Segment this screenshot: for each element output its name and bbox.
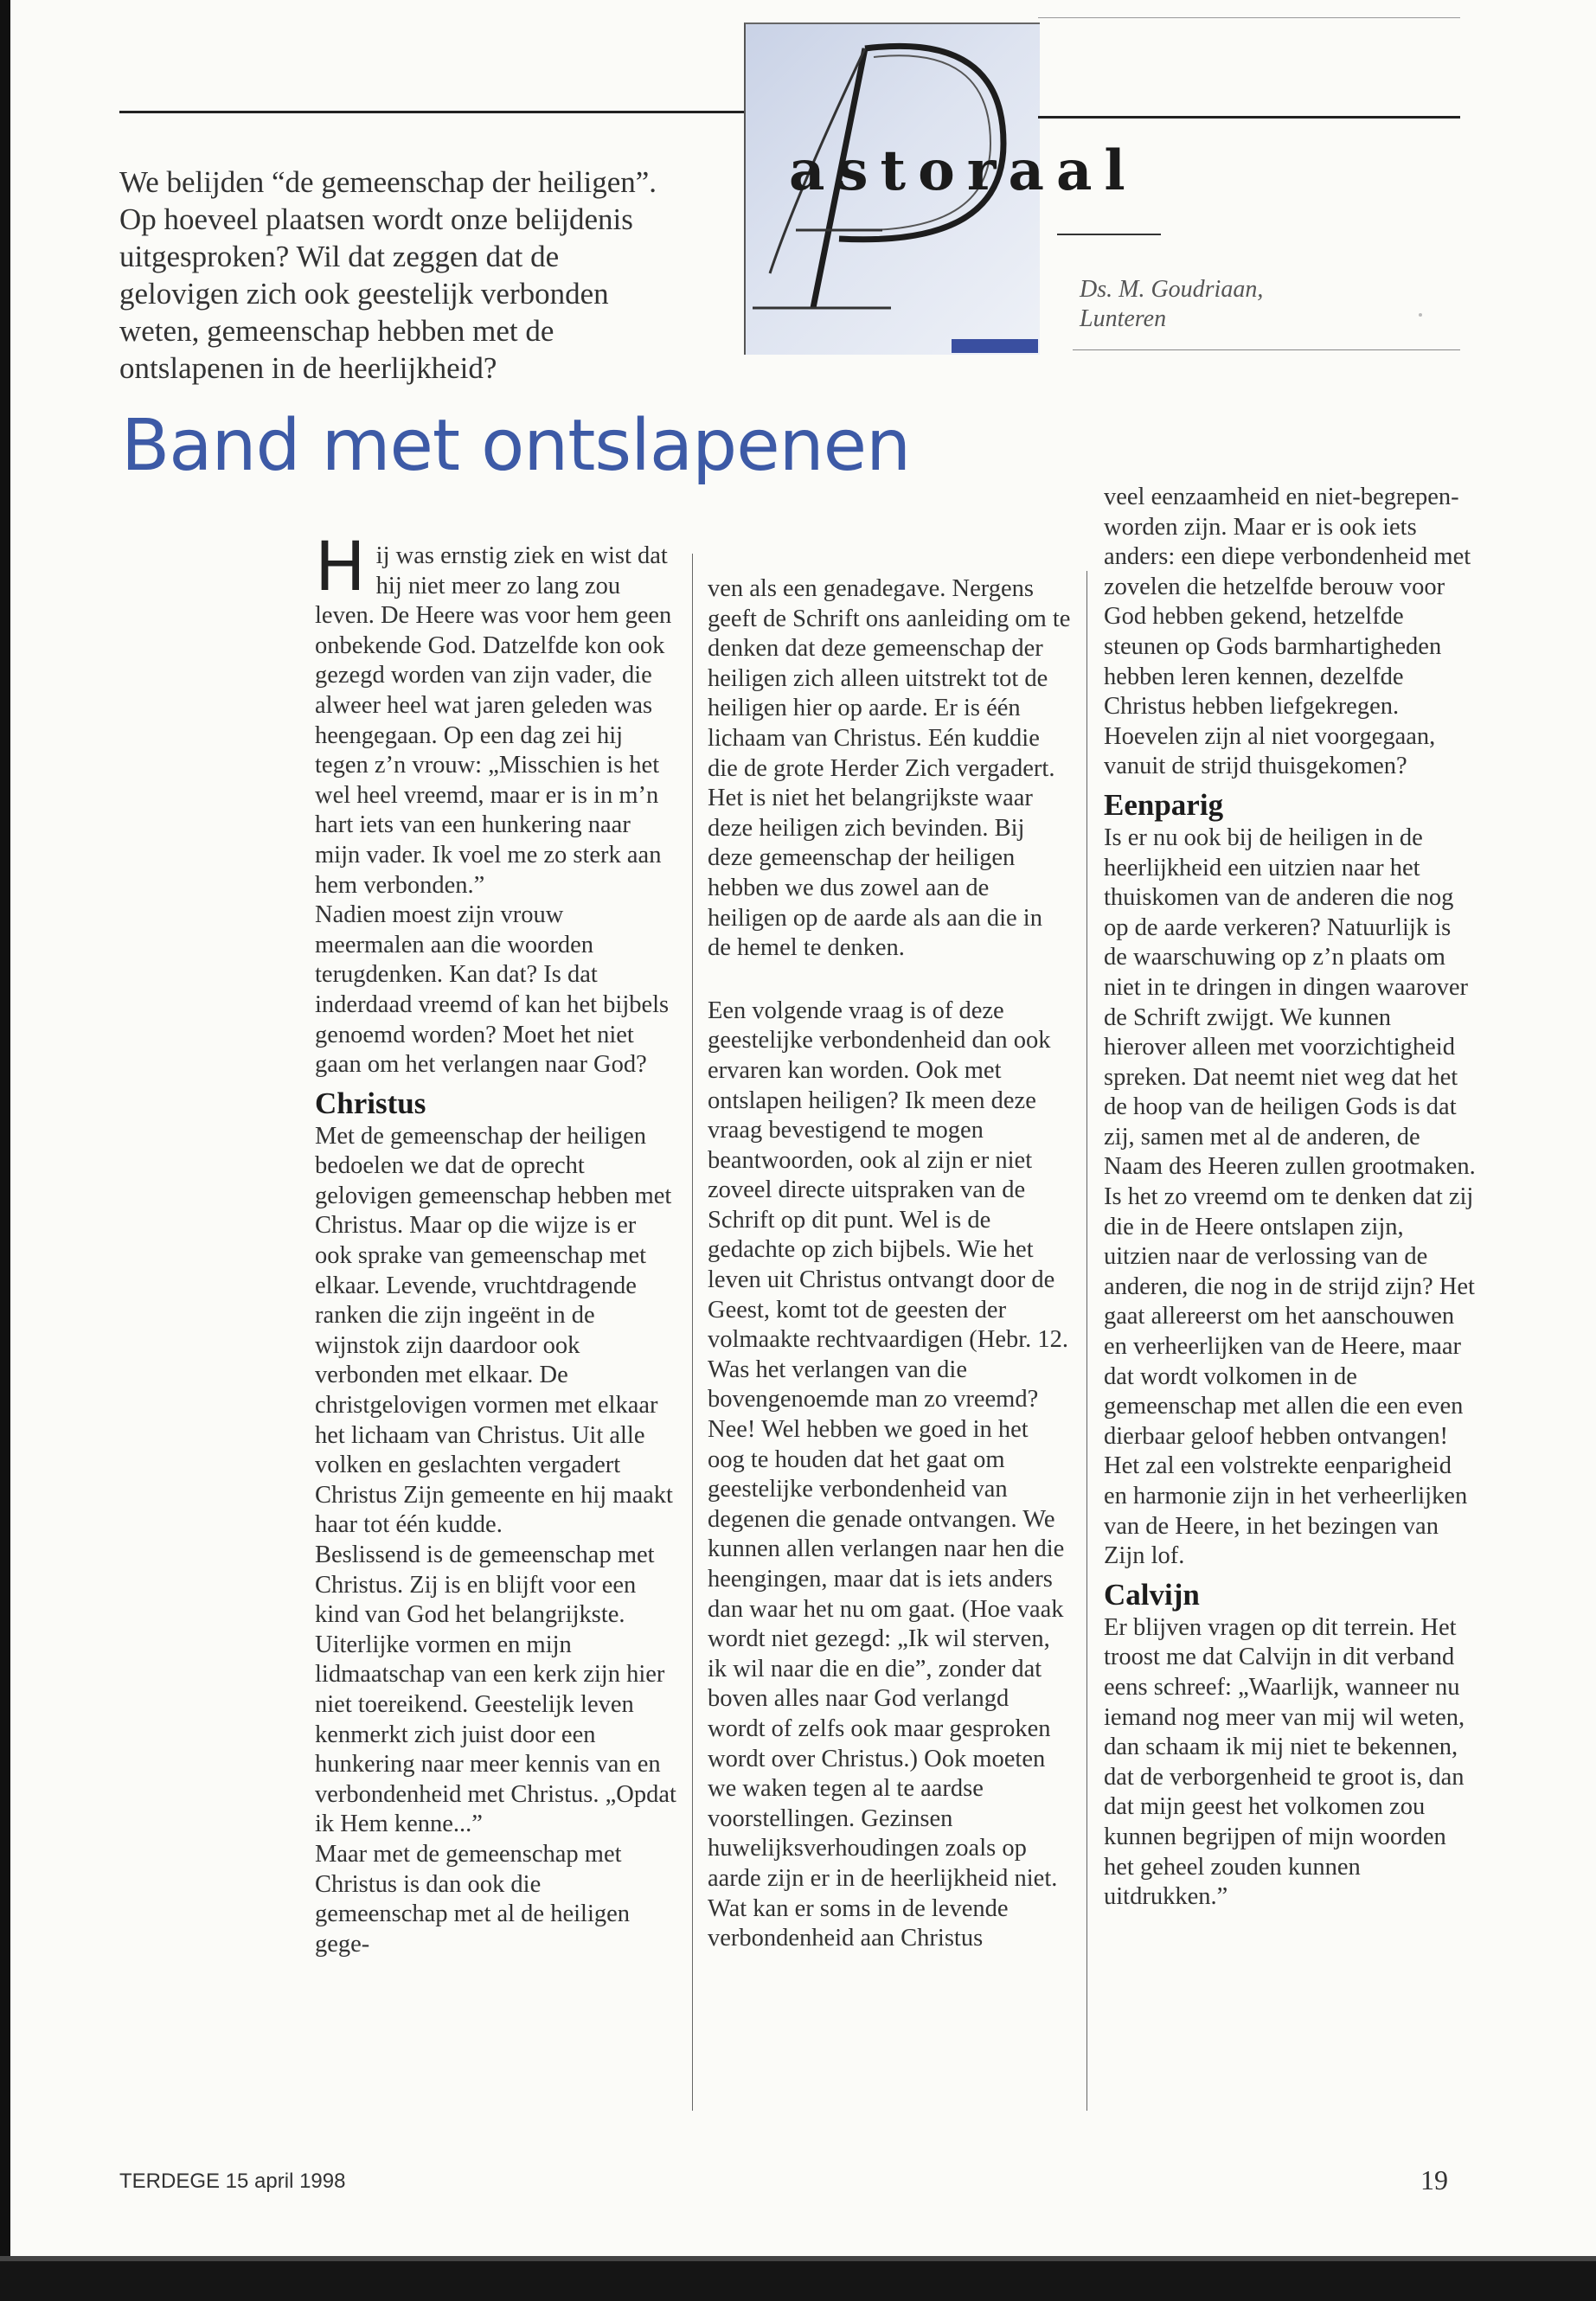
- section-heading-christus: Christus: [315, 1086, 426, 1120]
- author-name: Ds. M. Goudriaan,: [1080, 276, 1264, 303]
- column-divider: [1086, 571, 1087, 2111]
- article-paragraph: Hij was ernstig ziek en wist dat hij niet meer zo lang zou leven. De Heere was voor hem geen onbekende God. Datzelfde kon ook gezegd worden van zijn vader, die alweer heel wat jaren geleden was heengegaan. Op een dag zei hij tegen z’n vrouw: „Misschien is het wel heel vreemd, maar er is in m’n hart iets van een hunkering naar mijn vader. Ik voel me zo sterk aan hem verbonden.”: [315, 529, 672, 899]
- scan-edge-bar: [0, 0, 10, 2301]
- author-byline: [1080, 275, 1263, 334]
- footer-publication: TERDEGE 15 april 1998: [119, 2170, 346, 2193]
- article-column-3: [1104, 483, 1476, 1913]
- drop-cap: H: [315, 529, 366, 606]
- scan-bottom-bar: [0, 2256, 1596, 2301]
- article-headline: Band met ontslapenen: [121, 405, 911, 487]
- article-column-2: [708, 574, 1071, 1954]
- article-paragraph: veel eenzaamheid en niet-begrepen-worden zijn. Maar er is ook iets anders: een diepe verbondenheid met zovelen die hetzelfde berouw voor God hebben gekend, hetzelfde steunen op Gods barmhartigheden hebben leren kennen, dezelfde Christus hebben liefgekregen. Hoevelen zijn al niet voorgegaan, vanuit de strijd thuisgekomen?: [1104, 484, 1471, 780]
- article-paragraph: Beslissend is de gemeenschap met Christus. Zij is en blijft voor een kind van God het belangrijkste. Uiterlijke vormen en mijn lidmaatschap van een kerk zijn hier niet toereikend. Geestelijk leven kenmerkt zich juist door een hunkering naar meer kennis van en verbondenheid met Christus. „Opdat ik Hem kenne...”: [315, 1541, 676, 1838]
- column-divider: [692, 554, 693, 2111]
- author-place: Lunteren: [1080, 305, 1167, 332]
- article-paragraph: Met de gemeenschap der heiligen bedoelen we dat de oprecht gelovigen gemeenschap hebben met Christus. Maar op die wijze is er ook sprake van gemeenschap met elkaar. Levende, vruchtdragende ranken die zijn ingeënt in de wijnstok zijn daardoor ook verbonden met elkaar. De christgelovigen vormen met elkaar het lichaam van Christus. Uit alle volken en geslachten vergadert Christus Zijn gemeente en hij maakt haar tot één kudde.: [315, 1122, 673, 1539]
- page-number: 19: [1420, 2164, 1448, 2195]
- article-paragraph: Een volgende vraag is of deze geestelijke verbondenheid dan ook ervaren kan worden. Ook met ontslapen heiligen? Ik meen deze vraag bevestigend te mogen beantwoorden, ook al zijn er niet zoveel directe uitspraken van de Schrift op dit punt. Wel is de gedachte op zich bijbels. Wie het leven uit Christus ontvangt door de Geest, komt tot de geesten der volmaakte rechtvaardigen (Hebr. 12.: [708, 997, 1069, 1354]
- article-paragraph: Er blijven vragen op dit terrein. Het troost me dat Calvijn in dit verband eens schreef: „Waarlijk, wanneer nu iemand nog meer van mij wil weten, dan schaam ik mij niet te bekennen, dat de verborgenheid te groot is, dan dat mijn geest het volkomen zou kunnen begrijpen of mijn woorden het geheel zouden kunnen uitdrukken.”: [1104, 1613, 1465, 1911]
- article-paragraph: Is er nu ook bij de heiligen in de heerlijkheid een uitzien naar het thuiskomen van de anderen die nog op de aarde verkeren? Natuurlijk is de waarschuwing op z’n plaats om niet in te dringen in dingen waarover de Schrift zwijgt. We kunnen hierover alleen met voorzichtigheid spreken. Dat neemt niet weg dat het de hoop van de heiligen Gods is dat zij, samen met al de anderen, de Naam des Heeren zullen grootmaken. Is het zo vreemd om te denken dat zij die in de Heere ontslapen zijn, uitzien naar de verlossing van de anderen, die nog in de strijd zijn? Het gaat allereerst om het aanschouwen en verheerlijken van de Heere, maar dat wordt volkomen in de gemeenschap met allen die een even dierbaar geloof hebben ontvangen! Het zal een volstrekte eenparigheid en harmonie zijn in het verheerlijken van de Heere, in het bezingen van Zijn lof.: [1104, 824, 1476, 1570]
- author-bottom-rule: [1073, 349, 1460, 350]
- article-paragraph: Nadien moest zijn vrouw meermalen aan die woorden terugdenken. Kan dat? Is dat inderdaad vreemd of kan het bijbels genoemd worden? Moet het niet gaan om het verlangen naar God?: [315, 901, 670, 1079]
- rubric-accent-stripe: [952, 339, 1038, 353]
- article-paragraph: Was het verlangen van die bovengenoemde man zo vreemd? Nee! Wel hebben we goed in het oog te houden dat het gaat om geestelijke verbondenheid van degenen die genade ontvangen. We kunnen allen verlangen naar hen die heengingen, maar dat is iets anders dan waar het nu om gaat. (Hoe vaak wordt niet gezegd: „Ik wil sterven, ik wil naar die en die”, zonder dat boven alles naar God verlangd wordt of zelfs ook maar gesproken wordt over Christus.) Ook moeten we waken tegen al te aardse voorstellingen. Gezinsen huwelijksverhoudingen zoals op aarde zijn er in de heerlijkheid niet.: [708, 1356, 1065, 1892]
- article-paragraph: ven als een genadegave. Nergens geeft de Schrift ons aanleiding om te denken dat deze gemeenschap der heiligen zich alleen uitstrekt tot de heiligen hier op aarde. Er is één lichaam van Christus. Eén kuddie die de grote Herder Zich vergadert. Het is niet het belangrijkste waar deze heiligen zich bevinden. Bij deze gemeenschap der heiligen hebben we dus zowel aan de heiligen op de aarde als aan die in de hemel te denken.: [708, 575, 1071, 962]
- rubric-title: astoraal: [789, 138, 1138, 203]
- intro-paragraph: We belijden “de gemeenschap der heiligen”. Op hoeveel plaatsen wordt onze belijdenis uitgesproken? Wil dat zeggen dat de gelovigen zich ook geestelijk verbonden weten, gemeenschap hebben met de ontslapenen in de heerlijkheid?: [119, 165, 657, 385]
- author-rule: [1057, 234, 1161, 235]
- section-heading-calvijn: Calvijn: [1104, 1577, 1200, 1612]
- intro-top-rule: [119, 111, 744, 113]
- header-rule: [1038, 116, 1460, 119]
- header-thin-rule: [1038, 17, 1460, 18]
- article-column-1: [315, 529, 678, 1959]
- section-heading-eenparig: Eenparig: [1104, 787, 1224, 822]
- article-paragraph: Maar met de gemeenschap met Christus is dan ook die gemeenschap met al de heiligen gege-: [315, 1840, 631, 1958]
- scan-speck: [1419, 313, 1422, 317]
- article-paragraph: Wat kan er soms in de levende verbondenheid aan Christus: [708, 1894, 1009, 1952]
